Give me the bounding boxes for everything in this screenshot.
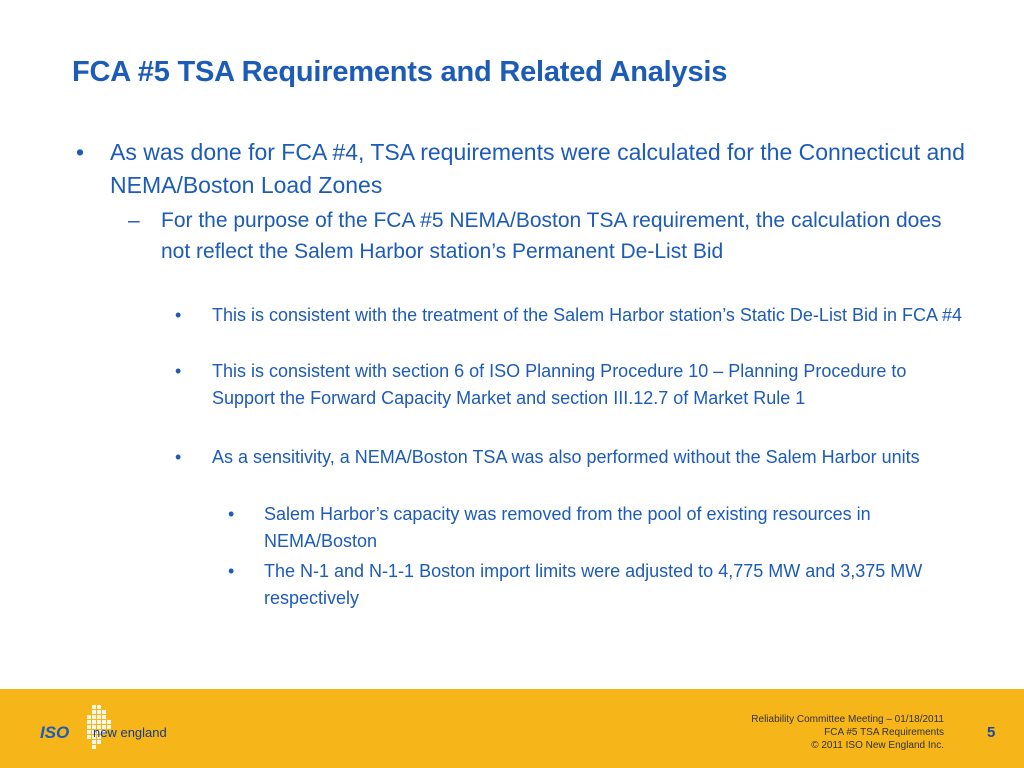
bullet-item	[175, 302, 962, 329]
logo-iso-text: ISO	[40, 723, 70, 742]
bullet-item	[228, 558, 954, 612]
bullet-text: The N-1 and N-1-1 Boston import limits were adjusted to 4,775 MW and 3,375 MW respectively	[264, 561, 923, 608]
bullet-marker: •	[76, 139, 85, 165]
bullet-item	[76, 136, 970, 202]
logo-name-text: new england	[93, 725, 167, 740]
bullet-marker: •	[175, 361, 182, 381]
bullet-marker: •	[228, 561, 235, 581]
bullet-text: As was done for FCA #4, TSA requirements were calculated for the Connecticut and NEMA/Boston Load Zones	[110, 139, 965, 198]
bullet-marker: •	[228, 504, 235, 524]
bullet-text: For the purpose of the FCA #5 NEMA/Boston TSA requirement, the calculation does not reflect the Salem Harbor station’s Permanent De-List Bid	[161, 209, 942, 263]
bullet-item	[175, 444, 962, 471]
bullet-text: As a sensitivity, a NEMA/Boston TSA was also performed without the Salem Harbor units	[212, 447, 920, 467]
bullet-item	[228, 501, 954, 555]
bullet-marker: •	[175, 447, 182, 467]
footer-bar	[0, 689, 1024, 768]
bullet-text: This is consistent with the treatment of the Salem Harbor station’s Static De-List Bid in FCA #4	[212, 305, 962, 325]
footer-meeting: Reliability Committee Meeting – 01/18/2011	[751, 714, 944, 725]
footer-subject: FCA #5 TSA Requirements	[824, 727, 944, 738]
bullet-item	[175, 358, 962, 412]
bullet-text: Salem Harbor’s capacity was removed from the pool of existing resources in NEMA/Boston	[264, 504, 871, 551]
footer-info	[751, 713, 944, 752]
page-number: 5	[987, 724, 996, 741]
footer-copyright: © 2011 ISO New England Inc.	[811, 740, 944, 751]
bullet-marker: –	[128, 209, 140, 232]
bullet-marker: •	[175, 305, 182, 325]
slide-title: FCA #5 TSA Requirements and Related Analysis	[72, 56, 728, 88]
bullet-item	[128, 205, 961, 267]
bullet-text: This is consistent with section 6 of ISO Planning Procedure 10 – Planning Procedure to Support the Forward Capacity Market and section III.12.7 of Market Rule 1	[212, 361, 907, 408]
iso-new-england-logo	[40, 703, 200, 755]
